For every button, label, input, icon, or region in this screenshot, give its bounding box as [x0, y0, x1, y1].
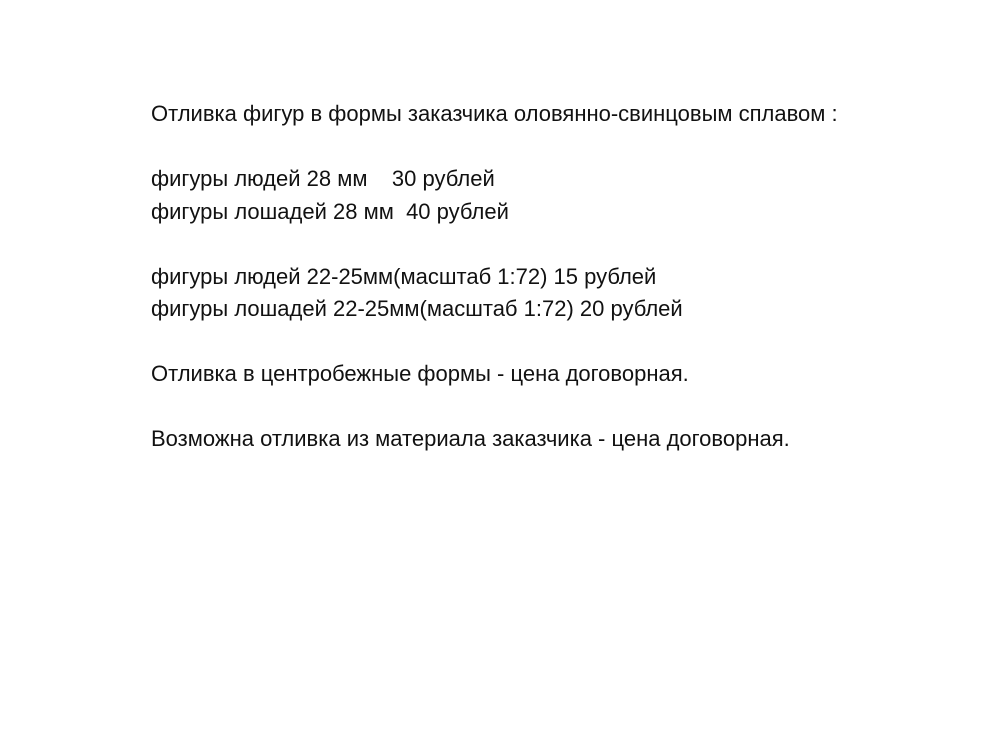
customer-material-note: Возможна отливка из материала заказчика - цена договорная. — [151, 426, 790, 451]
price-list-text — [151, 98, 971, 456]
spacer — [151, 131, 971, 164]
spacer — [151, 326, 971, 359]
price-people-28mm: фигуры людей 28 мм 30 рублей — [151, 166, 495, 191]
price-horses-22-25mm: фигуры лошадей 22-25мм(масштаб 1:72) 20 рублей — [151, 296, 683, 321]
price-people-22-25mm: фигуры людей 22-25мм(масштаб 1:72) 15 рублей — [151, 263, 657, 289]
price-horses-28mm: фигуры лошадей 28 мм 40 рублей — [151, 198, 509, 224]
centrifugal-note: Отливка в центробежные формы - цена договорная. — [151, 361, 689, 386]
spacer — [151, 228, 971, 261]
heading-text: Отливка фигур в формы заказчика оловянно-свинцовым сплавом : — [151, 101, 838, 126]
spacer — [151, 391, 971, 424]
